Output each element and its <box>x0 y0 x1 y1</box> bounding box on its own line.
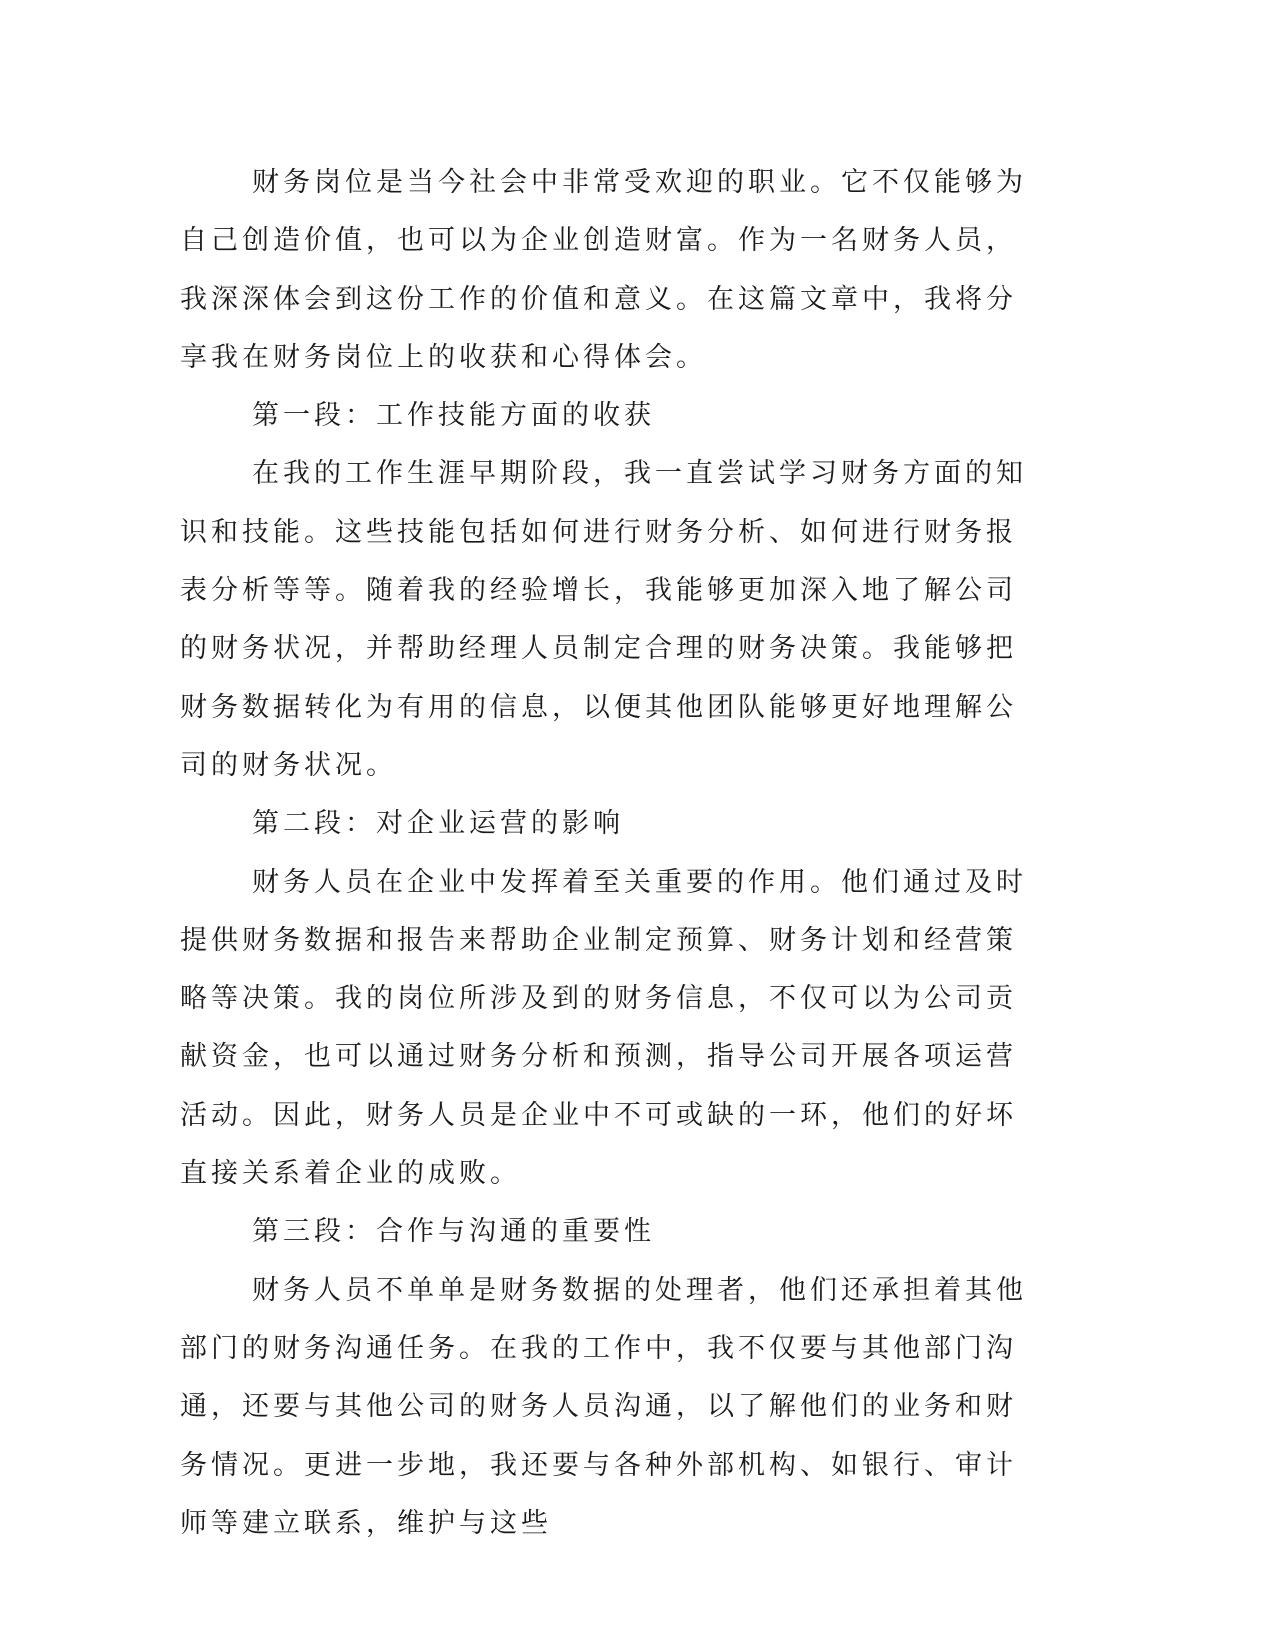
document-body <box>180 154 1040 1553</box>
text-line: 在我的工作生涯早期阶段，我一直尝试学习财务方面的知识和技 <box>180 458 1027 548</box>
text-line: 第二段：对企业运营的影响 <box>252 808 624 840</box>
text-line: 收获和心得体会。 <box>459 341 707 373</box>
section-3-paragraph <box>180 1262 1040 1553</box>
text-line: 财务沟通任务。在我的工作中，我不仅要与其他部门沟通，还要与其 <box>180 1332 1017 1423</box>
text-line: ，以便其他团队能够更好地理解公司的财务状况。 <box>180 691 1017 781</box>
text-line: ，我还要与各种外部机构、如银行、审计师等建立联系，维护与这些 <box>180 1449 1017 1539</box>
text-line: 随着我的经验增长，我能够更加深入地了解公司的财务状况，并帮助 <box>180 575 1017 665</box>
text-line: 财务岗位是当今社会中非常受欢迎的职业。它不仅能够为自己创 <box>180 167 1027 257</box>
section-1-heading <box>180 387 1040 445</box>
section-2-paragraph <box>180 854 1040 1204</box>
intro-paragraph <box>180 154 1040 387</box>
text-line: 这份工作的价值和意义。在这篇文章中，我将分享我在财务岗位上的 <box>180 283 1017 373</box>
text-line: 他公司的财务人员沟通，以了解他们的业务和财务情况。更进一步地 <box>180 1391 1017 1481</box>
text-line: 业中不可或缺的一环，他们的好坏直接关系着企业的成败。 <box>180 1099 1017 1190</box>
section-1-paragraph <box>180 445 1040 795</box>
section-2-heading <box>180 795 1040 853</box>
text-line: 的岗位所涉及到的财务信息，不仅可以为公司贡献资金，也可以通过 <box>180 983 1017 1073</box>
text-line: 财务人员在企业中发挥着至关重要的作用。他们通过及时提供财 <box>180 866 1027 956</box>
text-line: 第一段：工作技能方面的收获 <box>252 400 655 432</box>
text-line: 第三段：合作与沟通的重要性 <box>252 1216 655 1248</box>
text-line: 务数据和报告来帮助企业制定预算、财务计划和经营策略等决策。我 <box>180 924 1017 1015</box>
text-line: 财务人员不单单是财务数据的处理者，他们还承担着其他部门的 <box>180 1274 1027 1364</box>
section-3-heading <box>180 1203 1040 1261</box>
text-line: 财务分析和预测，指导公司开展各项运营活动。因此，财务人员是企 <box>180 1041 1017 1131</box>
text-line: 经理人员制定合理的财务决策。我能够把财务数据转化为有用的信息 <box>180 633 1017 723</box>
text-line: 造价值，也可以为企业创造财富。作为一名财务人员，我深深体会到 <box>180 225 1017 315</box>
text-line: 能。这些技能包括如何进行财务分析、如何进行财务报表分析等等。 <box>180 516 1017 607</box>
